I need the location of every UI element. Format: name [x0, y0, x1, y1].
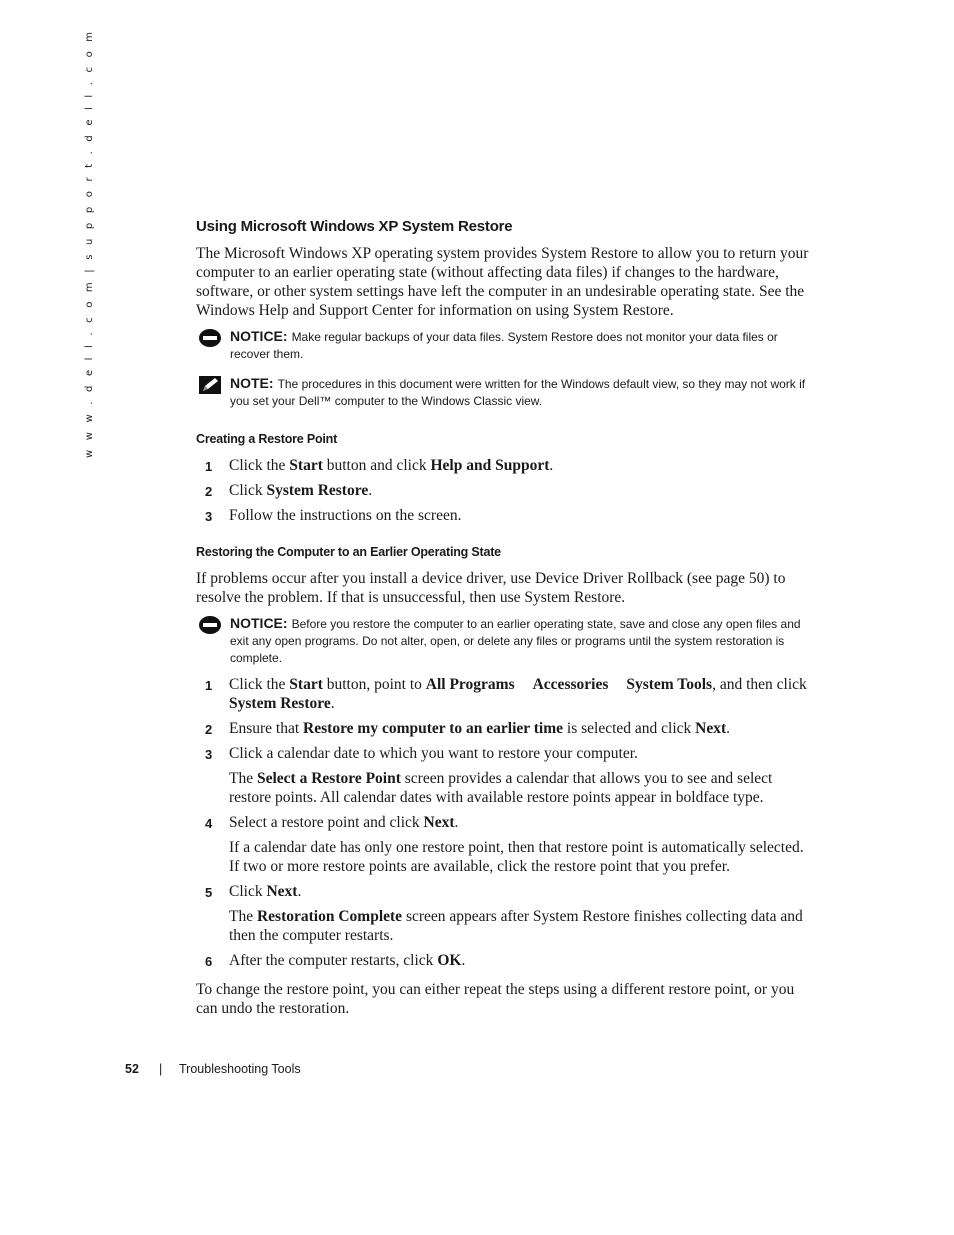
list-item: [196, 813, 816, 876]
step-number: 2: [205, 484, 213, 499]
step-number: 3: [205, 747, 213, 762]
step-text: button, point to: [322, 676, 426, 693]
ui-term: OK: [437, 952, 462, 969]
sidebar-url-text: w w w . d e l l . c o m | s u p p o r t . d e l l . c o m: [84, 28, 95, 458]
step-number: 6: [205, 954, 213, 969]
note-box: [196, 375, 816, 410]
subheading-creating: Creating a Restore Point: [196, 432, 338, 446]
sidebar-url: [84, 28, 98, 462]
step-text: Click a calendar date to which you want to restore your computer.: [229, 745, 638, 762]
step-text: Select a restore point and click: [229, 814, 424, 831]
step-text: Click: [229, 883, 267, 900]
main-content: [196, 218, 816, 1026]
step-text: .: [368, 482, 373, 499]
footer-section-title: Troubleshooting Tools: [179, 1062, 301, 1076]
ui-term: Accessories: [532, 676, 609, 693]
step-text: The: [229, 908, 257, 925]
list-item: [196, 882, 816, 945]
ui-term: All Programs: [425, 676, 515, 693]
step-text: Click: [229, 482, 267, 499]
step-number: 1: [205, 678, 213, 693]
ui-term: Restoration Complete: [256, 908, 403, 925]
list-item: [196, 456, 816, 475]
note-text: The procedures in this document were written for the Windows default view, so they may not work if you set your Dell™ computer to the Windows Classic view.: [230, 377, 806, 408]
ui-term: Start: [289, 457, 323, 474]
notice-text: Make regular backups of your data files. System Restore does not monitor your data files or recover them.: [230, 330, 778, 361]
ui-term: Next: [695, 720, 727, 737]
ui-term: Select a Restore Point: [256, 770, 401, 787]
restoring-intro: If problems occur after you install a device driver, use Device Driver Rollback (see page 50) to resolve the problem. If that is unsuccessful, then use System Restore.: [196, 570, 786, 606]
step-text: Click the: [229, 676, 290, 693]
step-number: 1: [205, 459, 213, 474]
step-text: .: [461, 952, 466, 969]
ui-term: Next: [423, 814, 455, 831]
page-number: 52: [125, 1062, 139, 1076]
step-number: 2: [205, 722, 213, 737]
step-text: .: [297, 883, 302, 900]
ui-term: System Restore: [229, 695, 331, 712]
list-item: [196, 506, 816, 525]
notice-text: Before you restore the computer to an earlier operating state, save and close any open files and exit any open programs. Do not alter, open, or delete any files or programs until the system restoration is complete.: [230, 617, 801, 665]
notice-icon: [198, 615, 222, 635]
note-label: NOTE:: [230, 375, 274, 391]
ui-term: Start: [289, 676, 323, 693]
creating-steps: [196, 456, 816, 525]
note-pencil-icon: [198, 375, 222, 395]
step-detail: If a calendar date has only one restore point, then that restore point is automatically selected. If two or more restore points are available, click the restore point that you prefer.: [229, 839, 804, 875]
list-item: [196, 675, 816, 713]
step-text: The: [229, 770, 257, 787]
ui-term: Restore my computer to an earlier time: [303, 720, 564, 737]
list-item: [196, 951, 816, 970]
ui-term: System Tools: [626, 676, 713, 693]
step-detail: [229, 769, 816, 807]
step-text: is selected and click: [563, 720, 696, 737]
footer-separator: |: [159, 1062, 163, 1076]
step-number: 4: [205, 816, 213, 831]
ui-term: Next: [266, 883, 298, 900]
step-number: 5: [205, 885, 213, 900]
restoring-steps: [196, 675, 816, 970]
outro-paragraph: To change the restore point, you can either repeat the steps using a different restore point, or you can undo the restoration.: [196, 981, 795, 1017]
notice-icon: [198, 328, 222, 348]
list-item: [196, 744, 816, 807]
section-heading: Using Microsoft Windows XP System Restore: [196, 218, 513, 235]
step-detail: [229, 907, 816, 945]
notice-label: NOTICE:: [230, 328, 288, 344]
list-item: [196, 481, 816, 500]
notice-box: [196, 328, 816, 363]
ui-term: System Restore: [266, 482, 369, 499]
step-text: .: [549, 457, 554, 474]
notice-label: NOTICE:: [230, 615, 288, 631]
step-text: screen appears after System Restore finishes collecting data and then the computer restarts.: [229, 908, 803, 944]
step-number: 3: [205, 509, 213, 524]
step-text: Ensure that: [229, 720, 304, 737]
step-text: Click the: [229, 457, 290, 474]
subheading-restoring: Restoring the Computer to an Earlier Operating State: [196, 545, 501, 559]
notice-box: [196, 615, 816, 667]
intro-paragraph: The Microsoft Windows XP operating system provides System Restore to allow you to return your computer to an earlier operating state (without affecting data files) if changes to the hardware, software, or other system settings have left the computer in an undesirable operating state. See the Windows Help and Support Center for information on using System Restore.: [196, 245, 809, 319]
ui-term: Help and Support: [430, 457, 550, 474]
step-text: .: [330, 695, 335, 712]
step-text: Follow the instructions on the screen.: [229, 507, 462, 524]
step-text: .: [726, 720, 731, 737]
step-text: After the computer restarts, click: [229, 952, 438, 969]
step-text: , and then click: [712, 676, 807, 693]
list-item: [196, 719, 816, 738]
step-text: screen provides a calendar that allows you to see and select restore points. All calendar dates with available restore points appear in boldface type.: [229, 770, 773, 806]
step-text: .: [454, 814, 459, 831]
step-text: button and click: [322, 457, 431, 474]
